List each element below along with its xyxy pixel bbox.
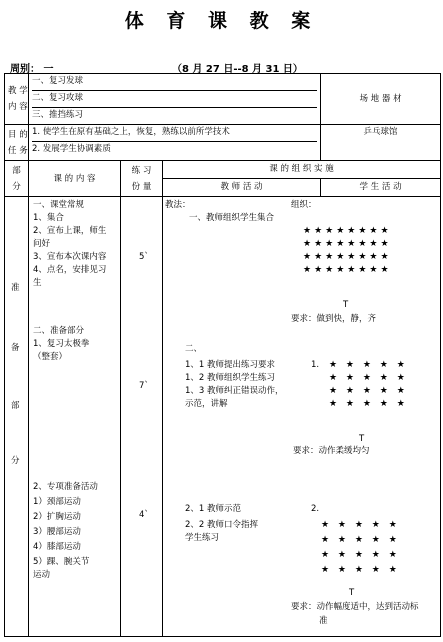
- content-line: 运动: [33, 570, 51, 580]
- formation-stars: ★ ★ ★ ★ ★ ★ ★ ★ ★ ★ ★ ★ ★ ★ ★ ★ ★ ★ ★ ★: [321, 520, 400, 575]
- requirement-3-cont: 准: [319, 616, 328, 626]
- content-column: [29, 197, 121, 637]
- part-char: 准: [11, 283, 20, 293]
- page-title: 体 育 课 教 案: [124, 10, 319, 32]
- practice-header: 练 习 份 量: [121, 161, 163, 197]
- objectives-items: [29, 125, 321, 161]
- content-line: 5）踝、腕关节: [33, 557, 90, 567]
- org-teacher-s1: 教法： 一、教师组织学生集合: [165, 200, 275, 223]
- amount-value: 5`: [139, 252, 149, 262]
- requirement-2: 要求：动作柔缓均匀: [293, 446, 370, 456]
- amount-column: [121, 197, 163, 637]
- section-special-warmup: [33, 481, 98, 582]
- part-header: 部 分: [5, 161, 29, 197]
- part-column: [5, 197, 29, 637]
- equipment-value: 乒乓球馆: [321, 125, 441, 161]
- date-range: （8 月 27 日--8 月 31 日）: [172, 64, 303, 75]
- objective-item: 1. 使学生在原有基础之上，恢复，熟练以前所学技术: [32, 125, 317, 142]
- content-item: 二、复习攻球: [32, 91, 317, 108]
- objectives-row: [5, 125, 441, 161]
- formation-stars: ★★★★★★★★ ★★★★★★★★ ★★★★★★★★ ★★★★★★★★: [303, 226, 392, 275]
- teacher-activity-header: 教 师 活 动: [163, 179, 321, 197]
- amount-value: 4`: [139, 510, 149, 520]
- content-line: 问好: [33, 239, 51, 249]
- part-char: 备: [11, 343, 20, 353]
- content-item: 三、推挡练习: [32, 110, 84, 120]
- teaching-content-items: [29, 74, 321, 125]
- section-warmup: [33, 325, 89, 364]
- org-student-title: 组织：: [291, 200, 317, 210]
- teacher-position: T: [343, 300, 349, 310]
- org-teacher-s3: 2、1 教师示范 2、2 教师口令指挥 学生练习: [185, 504, 259, 543]
- organization-header: 课 的 组 织 实 施: [163, 161, 441, 179]
- content-line: （整套）: [33, 352, 68, 362]
- formation-number: 1.: [311, 360, 320, 370]
- body-row: [5, 197, 441, 637]
- lesson-plan-table: [4, 73, 441, 637]
- formation-number: 2.: [311, 504, 320, 514]
- content-line: 4）膝部运动: [33, 542, 81, 552]
- requirement-1: 要求：做到快，静，齐: [291, 314, 377, 324]
- header-row: [5, 161, 441, 179]
- part-char: 部: [11, 401, 20, 411]
- content-item: 一、复习发球: [32, 74, 317, 91]
- part-char: 分: [11, 456, 20, 466]
- content-line: 1、复习太极拳: [33, 339, 90, 349]
- content-line: 3、宣布本次课内容: [33, 252, 107, 262]
- requirement-3: 要求：动作幅度适中，达到活动标: [291, 602, 419, 612]
- org-teacher-s2: 二、 1、1 教师提出练习要求 1、2 教师组织学生练习 1、3 教师纠正错误动作， 示范，讲解: [185, 344, 284, 409]
- content-line: 1）颈部运动: [33, 497, 81, 507]
- content-line: 二、准备部分: [33, 326, 85, 336]
- week-label: 周别： 一: [10, 64, 54, 75]
- section-routine: [33, 199, 106, 290]
- teacher-position: T: [349, 588, 355, 598]
- objectives-label: 目 的 任 务: [5, 125, 29, 161]
- amount-value: 7`: [139, 381, 149, 391]
- content-line: 生: [33, 278, 42, 288]
- formation-stars: ★ ★ ★ ★ ★ ★ ★ ★ ★ ★ ★ ★ ★ ★ ★ ★ ★ ★ ★ ★: [329, 360, 408, 409]
- content-line: 1、集合: [33, 213, 64, 223]
- content-line: 2）扩胸运动: [33, 512, 81, 522]
- teaching-content-row: [5, 74, 441, 125]
- content-line: 4、点名，安排见习: [33, 265, 107, 275]
- teaching-content-label: 教 学 内 容: [5, 74, 29, 125]
- content-line: 2、宣布上课，师生: [33, 226, 107, 236]
- content-line: 一、课堂常规: [33, 200, 85, 210]
- student-activity-header: 学 生 活 动: [321, 179, 441, 197]
- content-line: 2、专项准备活动: [33, 482, 98, 492]
- objective-item: 2. 发展学生协调素质: [32, 144, 111, 154]
- teacher-position: T: [359, 434, 365, 444]
- content-header: 课 的 内 容: [29, 161, 121, 197]
- organization-column: [163, 197, 441, 637]
- equipment-label: 场 地 器 材: [321, 74, 441, 125]
- content-line: 3）腰部运动: [33, 527, 81, 537]
